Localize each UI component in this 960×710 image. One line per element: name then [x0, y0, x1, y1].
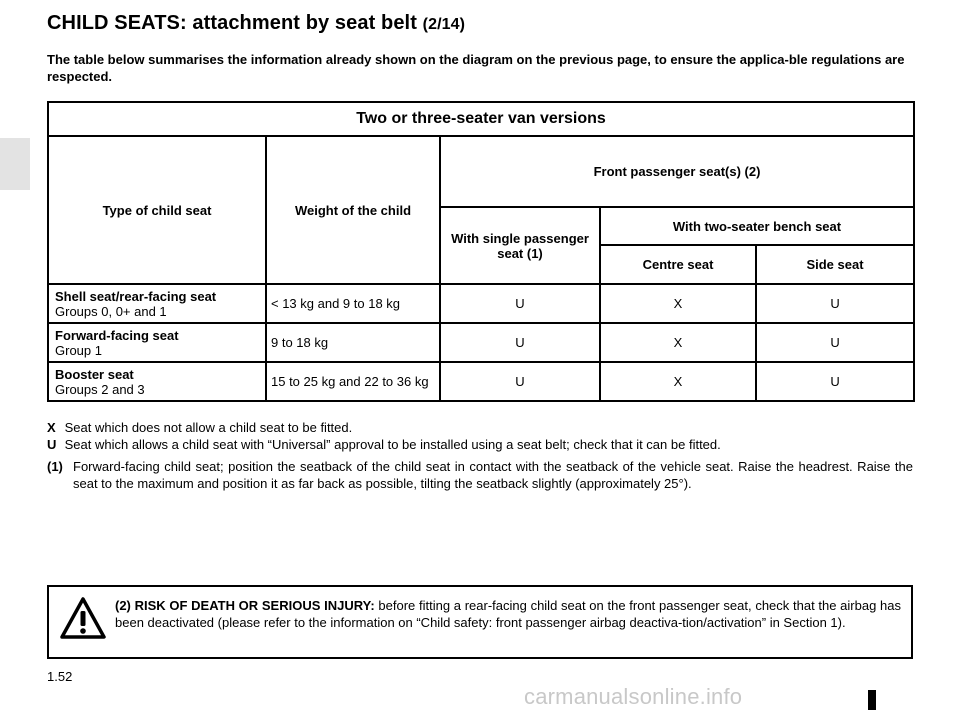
- centre-seat-cell: X: [600, 323, 756, 362]
- page-title: [47, 12, 465, 35]
- warning-body: before fitting a rear-facing child seat on the front passenger seat, check that the airbag has been deactivated (please refer to the information on “Child safety: front passenger airbag deactiva-tion/activation” in Section 1).: [115, 598, 901, 630]
- header-single-passenger-seat: With single passenger seat (1): [440, 207, 600, 284]
- warning-triangle-icon: [59, 595, 107, 643]
- table-row: [48, 362, 914, 401]
- seat-type-cell: [48, 323, 266, 362]
- table-row: [48, 284, 914, 323]
- table-row: [48, 323, 914, 362]
- seat-type-cell: [48, 284, 266, 323]
- watermark: carmanualsonline.info: [524, 684, 743, 709]
- legend-u: [47, 436, 913, 453]
- side-seat-cell: U: [756, 284, 914, 323]
- page-title-main: CHILD SEATS: attachment by seat belt: [47, 12, 417, 34]
- page-number: 1.52: [47, 669, 73, 684]
- side-seat-cell: U: [756, 362, 914, 401]
- footnote-1-number: (1): [47, 459, 63, 474]
- legend-u-text: Seat which allows a child seat with “Universal” approval to be installed using a seat belt; check that it can be fitted.: [64, 437, 721, 452]
- legend-x-code: X: [47, 420, 56, 435]
- footnote-1: [47, 458, 913, 492]
- single-seat-cell: U: [440, 284, 600, 323]
- side-seat-cell: U: [756, 323, 914, 362]
- page-title-part: (2/14): [422, 16, 466, 33]
- single-seat-cell: U: [440, 362, 600, 401]
- header-centre-seat: Centre seat: [600, 245, 756, 284]
- seat-type-name: Forward-facing seat: [55, 327, 179, 343]
- header-front-passenger-seats: Front passenger seat(s) (2): [440, 136, 914, 207]
- warning-lead: (2) RISK OF DEATH OR SERIOUS INJURY:: [115, 598, 375, 613]
- weight-cell: 15 to 25 kg and 22 to 36 kg: [266, 362, 440, 401]
- centre-seat-cell: X: [600, 284, 756, 323]
- seat-type-groups: Groups 0, 0+ and 1: [55, 303, 167, 319]
- corner-mark: [868, 690, 876, 710]
- section-tab-marker: [0, 138, 30, 190]
- child-seat-table: [47, 101, 915, 402]
- legend-x-text: Seat which does not allow a child seat to be fitted.: [64, 420, 353, 435]
- notes-section: [47, 419, 913, 492]
- seat-type-groups: Groups 2 and 3: [55, 381, 145, 397]
- warning-box: [47, 585, 913, 659]
- seat-type-cell: [48, 362, 266, 401]
- header-weight-of-child: Weight of the child: [266, 136, 440, 284]
- intro-text: The table below summarises the information already shown on the diagram on the previous page, to ensure the applica-ble regulations are respected.: [47, 52, 905, 84]
- warning-text: [115, 597, 901, 631]
- header-two-seater-bench: With two-seater bench seat: [600, 207, 914, 245]
- seat-type-groups: Group 1: [55, 342, 102, 358]
- legend-u-code: U: [47, 437, 57, 452]
- legend-x: [47, 419, 913, 436]
- table-caption: Two or three-seater van versions: [48, 102, 914, 136]
- seat-type-name: Booster seat: [55, 366, 134, 382]
- seat-type-name: Shell seat/rear-facing seat: [55, 288, 217, 304]
- header-side-seat: Side seat: [756, 245, 914, 284]
- weight-cell: 9 to 18 kg: [266, 323, 440, 362]
- centre-seat-cell: X: [600, 362, 756, 401]
- header-type-of-child-seat: Type of child seat: [48, 136, 266, 284]
- footnote-1-text: Forward-facing child seat; position the seatback of the child seat in contact with the seatback of the vehicle seat. Raise the headrest. Raise the seat to the maximum and position it as far back as possible, tilting the seatback slightly (approximately 25°).: [73, 459, 913, 491]
- single-seat-cell: U: [440, 323, 600, 362]
- weight-cell: < 13 kg and 9 to 18 kg: [266, 284, 440, 323]
